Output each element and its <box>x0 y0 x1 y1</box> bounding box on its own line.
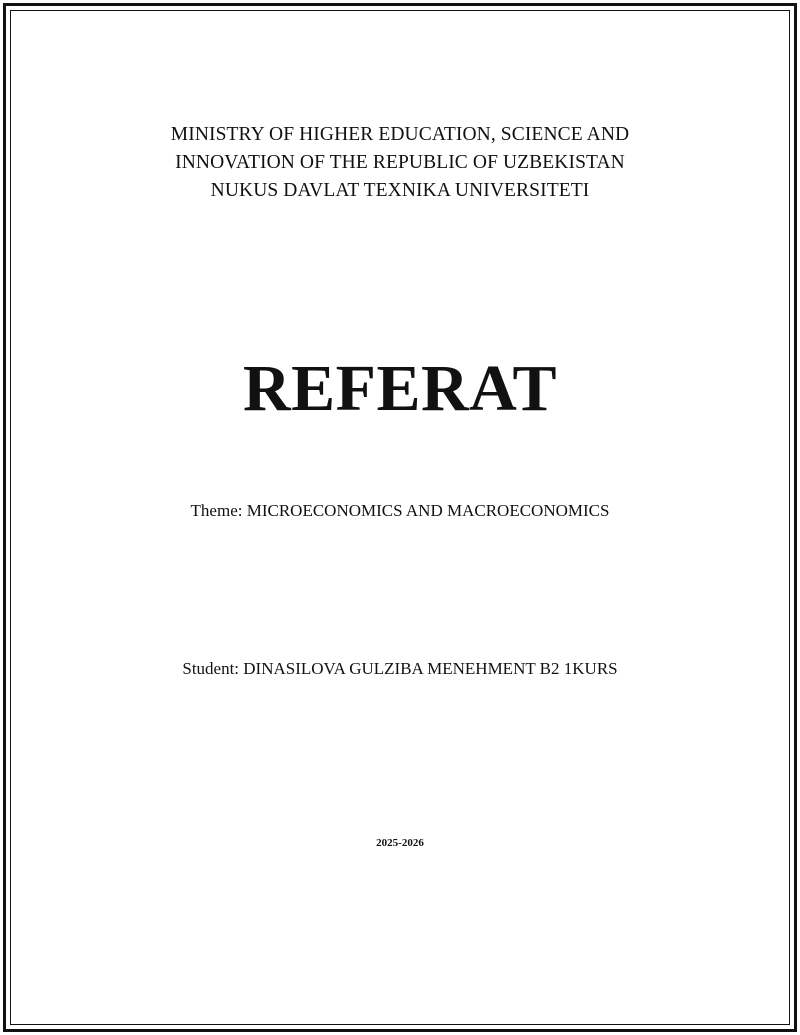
header-line-republic: INNOVATION OF THE REPUBLIC OF UZBEKISTAN <box>175 152 625 173</box>
student-line: Student: DINASILOVA GULZIBA MENEHMENT B2 1KURS <box>182 659 618 678</box>
institution-header <box>0 121 800 205</box>
document-title: REFERAT <box>243 352 557 425</box>
header-line-ministry: MINISTRY OF HIGHER EDUCATION, SCIENCE AND <box>170 124 630 145</box>
header-line-university: NUKUS DAVLAT TEXNIKA UNIVERSITETI <box>210 180 590 201</box>
academic-year: 2025-2026 <box>376 837 424 849</box>
theme-line: Theme: MICROECONOMICS AND MACROECONOMICS <box>190 501 610 520</box>
